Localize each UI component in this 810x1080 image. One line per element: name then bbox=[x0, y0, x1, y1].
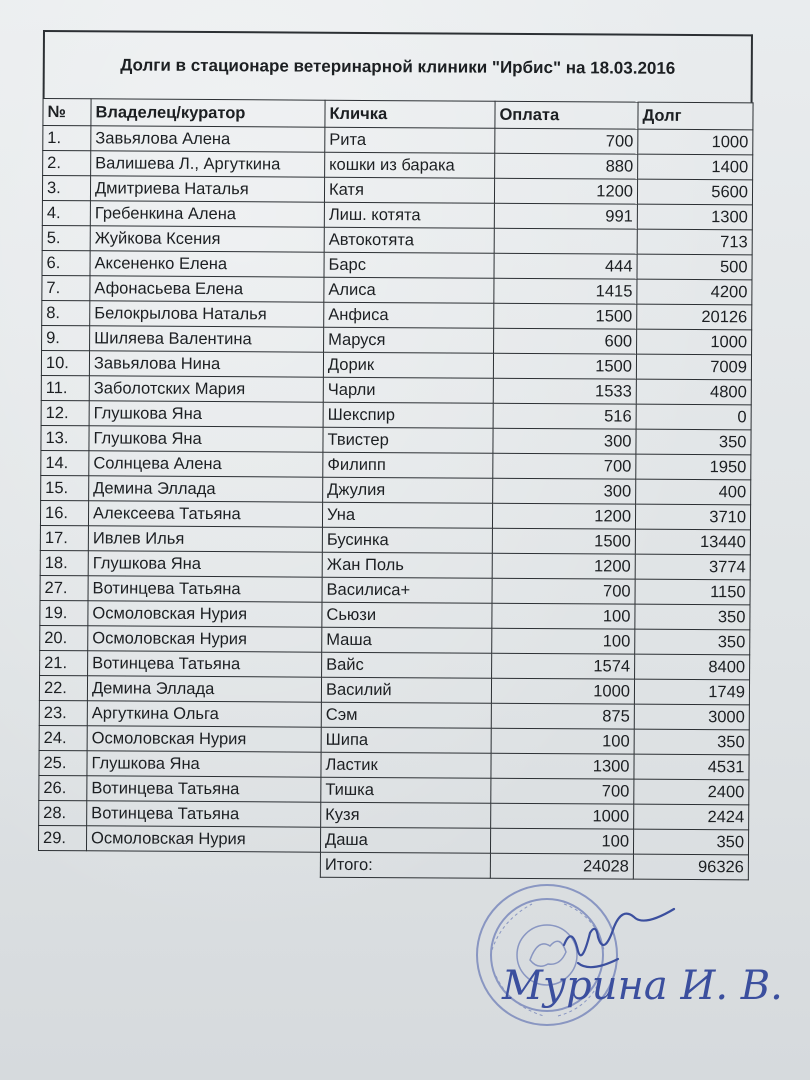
row-number: 4. bbox=[42, 200, 90, 225]
pet-name: Твистер bbox=[323, 427, 493, 453]
payment-amount: 1533 bbox=[493, 378, 636, 404]
payment-amount: 100 bbox=[492, 628, 635, 654]
debts-table bbox=[38, 98, 754, 880]
pet-name: Шекспир bbox=[323, 402, 493, 428]
payment-amount: 700 bbox=[491, 778, 634, 804]
debt-amount: 20126 bbox=[637, 304, 752, 330]
owner-name: Глушкова Яна bbox=[87, 751, 321, 777]
pet-name: Барс bbox=[324, 252, 494, 278]
debt-amount: 1749 bbox=[634, 679, 749, 705]
payment-amount: 600 bbox=[494, 328, 637, 354]
owner-name: Глушкова Яна bbox=[88, 551, 322, 577]
debt-amount: 4800 bbox=[636, 379, 751, 405]
owner-name: Белокрылова Наталья bbox=[90, 301, 324, 327]
payment-amount: 1415 bbox=[494, 278, 637, 304]
pet-name: Джулия bbox=[323, 477, 493, 503]
owner-name: Демина Эллада bbox=[87, 676, 321, 702]
debt-amount: 1400 bbox=[638, 154, 753, 180]
row-number: 9. bbox=[42, 325, 90, 350]
debt-amount: 350 bbox=[633, 829, 748, 855]
row-number: 5. bbox=[42, 225, 90, 250]
debt-amount: 5600 bbox=[637, 179, 752, 205]
pet-name: Тишка bbox=[321, 777, 491, 803]
row-number: 21. bbox=[40, 650, 88, 675]
pet-name: Уна bbox=[322, 502, 492, 528]
row-number: 10. bbox=[41, 350, 89, 375]
row-number: 12. bbox=[41, 400, 89, 425]
row-number: 24. bbox=[39, 725, 87, 750]
row-number: 16. bbox=[40, 500, 88, 525]
payment-amount: 880 bbox=[495, 153, 638, 179]
row-number: 22. bbox=[39, 675, 87, 700]
pet-name: Автокотята bbox=[324, 227, 494, 253]
debt-amount: 3774 bbox=[635, 554, 750, 580]
owner-name: Афонасьева Елена bbox=[90, 276, 324, 302]
row-number: 28. bbox=[39, 800, 87, 825]
pet-name: Вайс bbox=[322, 652, 492, 678]
debt-amount: 8400 bbox=[635, 654, 750, 680]
debt-amount: 713 bbox=[637, 229, 752, 255]
pet-name: Рита bbox=[325, 127, 495, 153]
debt-amount: 350 bbox=[635, 629, 750, 655]
debt-amount: 13440 bbox=[635, 529, 750, 555]
owner-name: Алексеева Татьяна bbox=[88, 501, 322, 527]
owner-name: Дмитриева Наталья bbox=[90, 176, 324, 202]
row-number: 1. bbox=[43, 126, 91, 151]
debt-amount: 1300 bbox=[637, 204, 752, 230]
total-label: Итого: bbox=[320, 852, 490, 878]
row-number: 26. bbox=[39, 775, 87, 800]
row-number: 17. bbox=[40, 525, 88, 550]
payment-amount: 1500 bbox=[492, 528, 635, 554]
owner-name: Жуйкова Ксения bbox=[90, 226, 324, 252]
payment-amount: 700 bbox=[495, 128, 638, 154]
total-paid: 24028 bbox=[490, 853, 633, 879]
row-number: 7. bbox=[42, 275, 90, 300]
payment-amount: 1200 bbox=[494, 178, 637, 204]
payment-amount: 1200 bbox=[492, 553, 635, 579]
owner-name: Осмоловская Нурия bbox=[87, 726, 321, 752]
pet-name: Ластик bbox=[321, 752, 491, 778]
owner-name: Солнцева Алена bbox=[89, 451, 323, 477]
payment-amount bbox=[494, 228, 637, 254]
pet-name: Шипа bbox=[321, 727, 491, 753]
pet-name: Бусинка bbox=[322, 527, 492, 553]
total-row bbox=[38, 850, 748, 879]
row-number: 19. bbox=[40, 600, 88, 625]
debt-amount: 400 bbox=[636, 479, 751, 505]
header-owner: Владелец/куратор bbox=[91, 99, 325, 127]
row-number: 23. bbox=[39, 700, 87, 725]
pet-name: Дорик bbox=[323, 352, 493, 378]
owner-name: Ивлев Илья bbox=[88, 526, 322, 552]
payment-amount: 875 bbox=[491, 703, 634, 729]
owner-name: Глушкова Яна bbox=[89, 426, 323, 452]
owner-name: Вотинцева Татьяна bbox=[87, 776, 321, 802]
owner-name: Шиляева Валентина bbox=[90, 326, 324, 352]
owner-name: Осмоловская Нурия bbox=[88, 601, 322, 627]
payment-amount: 516 bbox=[493, 403, 636, 429]
header-payment: Оплата bbox=[495, 101, 638, 129]
owner-name: Завьялова Алена bbox=[91, 126, 325, 152]
signature-scribble bbox=[500, 905, 783, 1035]
row-number: 25. bbox=[39, 750, 87, 775]
payment-amount: 700 bbox=[493, 453, 636, 479]
debt-amount: 7009 bbox=[636, 354, 751, 380]
table-body bbox=[38, 126, 752, 855]
payment-amount: 1500 bbox=[494, 303, 637, 329]
pet-name: Чарли bbox=[323, 377, 493, 403]
owner-name: Аксененко Елена bbox=[90, 251, 324, 277]
debt-amount: 2400 bbox=[634, 779, 749, 805]
header-pet-name: Кличка bbox=[325, 100, 495, 128]
debt-amount: 1150 bbox=[635, 579, 750, 605]
pet-name: Маша bbox=[322, 627, 492, 653]
payment-amount: 1200 bbox=[492, 503, 635, 529]
header-debt: Долг bbox=[638, 102, 753, 130]
payment-amount: 100 bbox=[492, 603, 635, 629]
row-number: 2. bbox=[43, 151, 91, 176]
pet-name: Катя bbox=[324, 177, 494, 203]
payment-amount: 300 bbox=[493, 428, 636, 454]
debt-amount: 500 bbox=[637, 254, 752, 280]
owner-name: Осмоловская Нурия bbox=[88, 626, 322, 652]
debt-amount: 4200 bbox=[637, 279, 752, 305]
total-debt: 96326 bbox=[633, 854, 748, 880]
pet-name: кошки из барака bbox=[325, 152, 495, 178]
owner-name: Завьялова Нина bbox=[89, 351, 323, 377]
payment-amount: 100 bbox=[490, 828, 633, 854]
row-number: 27. bbox=[40, 575, 88, 600]
document-title: Долги в стационаре ветеринарной клиники "Ирбис" на 18.03.2016 bbox=[43, 30, 753, 102]
header-number: № bbox=[43, 99, 91, 126]
pet-name: Алиса bbox=[324, 277, 494, 303]
payment-amount: 1500 bbox=[493, 353, 636, 379]
pet-name: Жан Поль bbox=[322, 552, 492, 578]
payment-amount: 100 bbox=[491, 728, 634, 754]
payment-amount: 1000 bbox=[491, 803, 634, 829]
owner-name: Демина Эллада bbox=[89, 476, 323, 502]
debt-amount: 0 bbox=[636, 404, 751, 430]
row-number: 3. bbox=[42, 176, 90, 201]
row-number: 14. bbox=[41, 450, 89, 475]
debt-amount: 1950 bbox=[636, 454, 751, 480]
pet-name: Даша bbox=[320, 827, 490, 853]
owner-name: Гребенкина Алена bbox=[90, 201, 324, 227]
row-number: 6. bbox=[42, 250, 90, 275]
payment-amount: 700 bbox=[492, 578, 635, 604]
owner-name: Аргуткина Ольга bbox=[87, 701, 321, 727]
owner-name: Вотинцева Татьяна bbox=[87, 801, 321, 827]
row-number: 13. bbox=[41, 425, 89, 450]
debt-document bbox=[38, 30, 753, 880]
pet-name: Кузя bbox=[321, 802, 491, 828]
row-number: 15. bbox=[41, 475, 89, 500]
payment-amount: 1300 bbox=[491, 753, 634, 779]
debt-amount: 1000 bbox=[638, 129, 753, 155]
pet-name: Василий bbox=[321, 677, 491, 703]
debt-amount: 350 bbox=[634, 729, 749, 755]
owner-name: Вотинцева Татьяна bbox=[88, 576, 322, 602]
table-header-row bbox=[43, 99, 753, 130]
owner-name: Заболотских Мария bbox=[89, 376, 323, 402]
row-number: 8. bbox=[42, 300, 90, 325]
pet-name: Маруся bbox=[324, 327, 494, 353]
debt-amount: 4531 bbox=[634, 754, 749, 780]
debt-amount: 3000 bbox=[634, 704, 749, 730]
pet-name: Лиш. котята bbox=[324, 202, 494, 228]
pet-name: Сэм bbox=[321, 702, 491, 728]
pet-name: Василиса+ bbox=[322, 577, 492, 603]
debt-amount: 1000 bbox=[637, 329, 752, 355]
pet-name: Филипп bbox=[323, 452, 493, 478]
row-number: 18. bbox=[40, 550, 88, 575]
debt-amount: 350 bbox=[635, 604, 750, 630]
payment-amount: 300 bbox=[493, 478, 636, 504]
payment-amount: 1000 bbox=[491, 678, 634, 704]
payment-amount: 1574 bbox=[492, 653, 635, 679]
pet-name: Анфиса bbox=[324, 302, 494, 328]
signature-name: Мурина И. В. bbox=[502, 963, 783, 1009]
owner-name: Вотинцева Татьяна bbox=[88, 651, 322, 677]
debt-amount: 3710 bbox=[635, 504, 750, 530]
owner-name: Валишева Л., Аргуткина bbox=[91, 151, 325, 177]
pet-name: Сьюзи bbox=[322, 602, 492, 628]
owner-name: Глушкова Яна bbox=[89, 401, 323, 427]
total-spacer bbox=[38, 850, 320, 877]
row-number: 11. bbox=[41, 375, 89, 400]
payment-amount: 444 bbox=[494, 253, 637, 279]
debt-amount: 350 bbox=[636, 429, 751, 455]
owner-name: Осмоловская Нурия bbox=[86, 826, 320, 852]
row-number: 29. bbox=[38, 825, 86, 850]
row-number: 20. bbox=[40, 625, 88, 650]
payment-amount: 991 bbox=[494, 203, 637, 229]
debt-amount: 2424 bbox=[634, 804, 749, 830]
